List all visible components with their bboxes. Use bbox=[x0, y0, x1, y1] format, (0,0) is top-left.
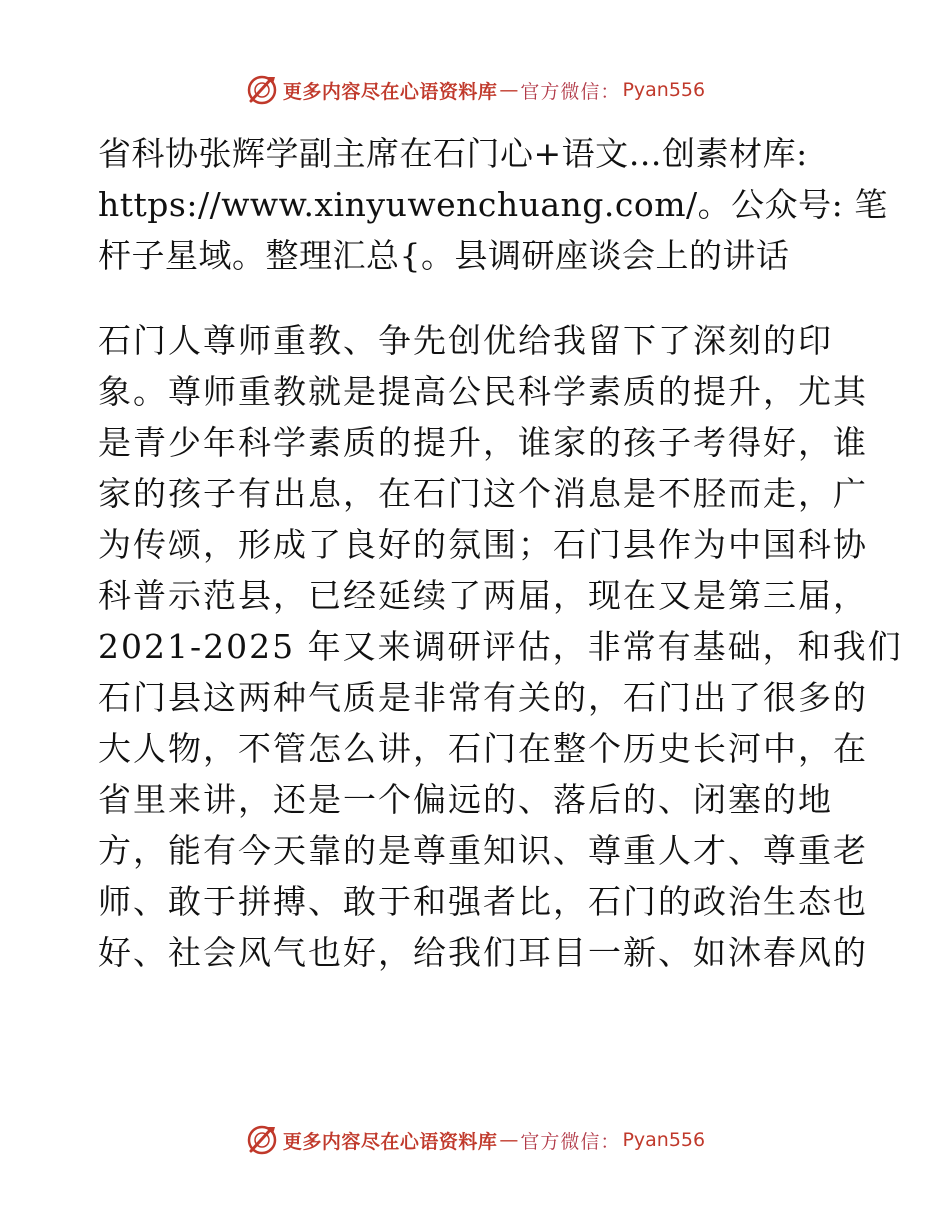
body-line: 家的孩子有出息，在石门这个消息是不胫而走，广 bbox=[98, 474, 868, 513]
document-body bbox=[98, 315, 903, 978]
heading-line: 省科协张辉学副主席在石门心+语文…创素材库: bbox=[98, 134, 808, 173]
heading-line: https://www.xinyuwenchuang.com/。公众号: 笔 bbox=[98, 185, 888, 224]
body-line: 石门县这两种气质是非常有关的，石门出了很多的 bbox=[98, 678, 868, 717]
body-line: 2021-2025 年又来调研评估，非常有基础，和我们 bbox=[98, 627, 903, 666]
banner-wechat-label: 官方微信： bbox=[520, 80, 621, 103]
banner-library-text: 更多内容尽在心语资料库 bbox=[282, 1130, 498, 1153]
body-line: 方，能有今天靠的是尊重知识、尊重人才、尊重老 bbox=[98, 831, 868, 870]
banner-separator: — bbox=[499, 79, 519, 101]
document-heading bbox=[98, 128, 888, 281]
banner-wechat-id: Pyan556 bbox=[622, 79, 706, 101]
logo-icon bbox=[245, 1123, 279, 1157]
body-line: 为传颂，形成了良好的氛围；石门县作为中国科协 bbox=[98, 525, 868, 564]
header-banner bbox=[0, 70, 950, 110]
body-line: 石门人尊师重教、争先创优给我留下了深刻的印 bbox=[98, 321, 833, 360]
logo-icon bbox=[245, 73, 279, 107]
banner-separator: — bbox=[499, 1129, 519, 1151]
banner-library-text: 更多内容尽在心语资料库 bbox=[282, 80, 498, 103]
heading-line: 杆子星域。整理汇总{。县调研座谈会上的讲话 bbox=[98, 236, 790, 275]
body-line: 科普示范县，已经延续了两届，现在又是第三届， bbox=[98, 576, 868, 615]
banner-wechat-label: 官方微信： bbox=[520, 1130, 621, 1153]
body-line: 象。尊师重教就是提高公民科学素质的提升，尤其 bbox=[98, 372, 868, 411]
body-line: 是青少年科学素质的提升，谁家的孩子考得好，谁 bbox=[98, 423, 868, 462]
body-line: 师、敢于拼搏、敢于和强者比，石门的政治生态也 bbox=[98, 882, 868, 921]
body-line: 省里来讲，还是一个偏远的、落后的、闭塞的地 bbox=[98, 780, 833, 819]
body-line: 好、社会风气也好，给我们耳目一新、如沐春风的 bbox=[98, 933, 868, 972]
banner-wechat-id: Pyan556 bbox=[622, 1129, 706, 1151]
footer-banner bbox=[0, 1120, 950, 1160]
body-line: 大人物，不管怎么讲，石门在整个历史长河中，在 bbox=[98, 729, 868, 768]
